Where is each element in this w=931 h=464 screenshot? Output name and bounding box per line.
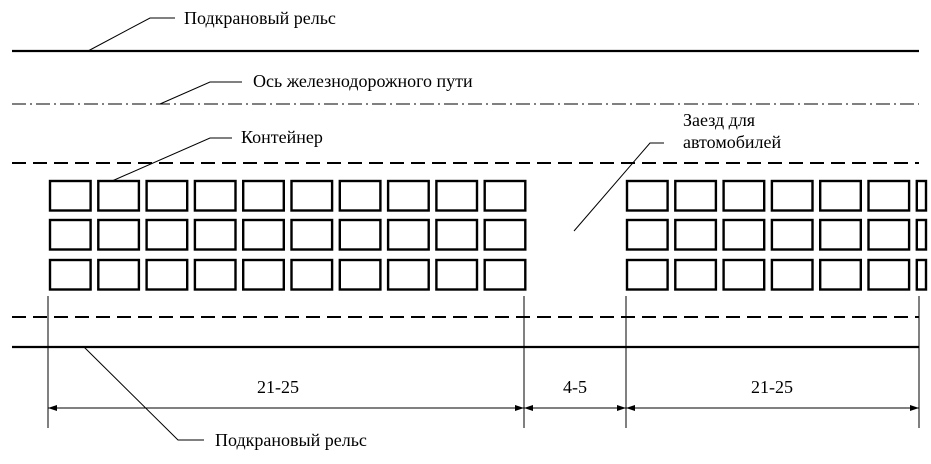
- container-cell: [675, 220, 716, 250]
- dim-arrow-2a: [515, 405, 524, 411]
- container-cell: [724, 260, 765, 290]
- container-cell: [869, 220, 910, 250]
- bottom-rail-leader: [84, 347, 204, 440]
- container-cell: [340, 181, 381, 211]
- track-axis-leader: [160, 82, 242, 104]
- container-cell: [675, 260, 716, 290]
- left-container-block: [50, 181, 525, 290]
- container-cell: [917, 220, 926, 250]
- container-cell: [243, 260, 284, 290]
- dim-arrow-3a: [617, 405, 626, 411]
- drive-in-leader: [574, 143, 664, 231]
- container-cell: [50, 220, 91, 250]
- container-leader: [112, 138, 232, 181]
- dim-left-block: 21-25: [257, 377, 299, 397]
- drive-in-label-line1: Заезд для: [683, 110, 756, 130]
- track-axis-label: Ось железнодорожного пути: [253, 71, 473, 91]
- dim-gap: 4-5: [563, 377, 587, 397]
- container-cell: [917, 260, 926, 290]
- container-cell: [820, 260, 861, 290]
- container-cell: [147, 220, 188, 250]
- container-cell: [147, 181, 188, 211]
- drive-in-label: [683, 110, 781, 152]
- container-cell: [50, 260, 91, 290]
- container-cell: [869, 181, 910, 211]
- container-cell: [292, 260, 333, 290]
- container-cell: [675, 181, 716, 211]
- container-cell: [388, 260, 429, 290]
- container-cell: [772, 181, 813, 211]
- dim-arrow-2b: [524, 405, 533, 411]
- container-cell: [195, 220, 236, 250]
- dim-arrow-1: [48, 405, 57, 411]
- container-cell: [195, 260, 236, 290]
- top-rail-leader: [88, 18, 175, 51]
- container-cell: [340, 220, 381, 250]
- top-rail-label: Подкрановый рельс: [184, 8, 336, 28]
- dim-arrow-4: [910, 405, 919, 411]
- container-cell: [147, 260, 188, 290]
- container-cell: [627, 220, 668, 250]
- bottom-rail-label: Подкрановый рельс: [215, 430, 367, 450]
- container-cell: [772, 260, 813, 290]
- container-cell: [917, 181, 926, 211]
- container-cell: [485, 260, 526, 290]
- container-cell: [485, 181, 526, 211]
- container-cell: [436, 220, 477, 250]
- container-cell: [195, 181, 236, 211]
- container-cell: [820, 181, 861, 211]
- container-cell: [243, 181, 284, 211]
- container-cell: [340, 260, 381, 290]
- container-cell: [292, 220, 333, 250]
- right-container-block: [627, 181, 926, 290]
- container-cell: [627, 260, 668, 290]
- container-cell: [772, 220, 813, 250]
- container-cell: [98, 220, 139, 250]
- container-cell: [724, 220, 765, 250]
- container-cell: [388, 181, 429, 211]
- container-cell: [243, 220, 284, 250]
- container-cell: [50, 181, 91, 211]
- container-label: Контейнер: [241, 127, 323, 147]
- container-cell: [292, 181, 333, 211]
- drive-in-label-line2: автомобилей: [683, 132, 782, 152]
- container-cell: [436, 260, 477, 290]
- container-cell: [869, 260, 910, 290]
- container-cell: [485, 220, 526, 250]
- dim-arrow-3b: [626, 405, 635, 411]
- container-cell: [98, 260, 139, 290]
- container-cell: [388, 220, 429, 250]
- dim-right-block: 21-25: [751, 377, 793, 397]
- container-cell: [724, 181, 765, 211]
- container-cell: [98, 181, 139, 211]
- container-cell: [627, 181, 668, 211]
- container-cell: [436, 181, 477, 211]
- container-cell: [820, 220, 861, 250]
